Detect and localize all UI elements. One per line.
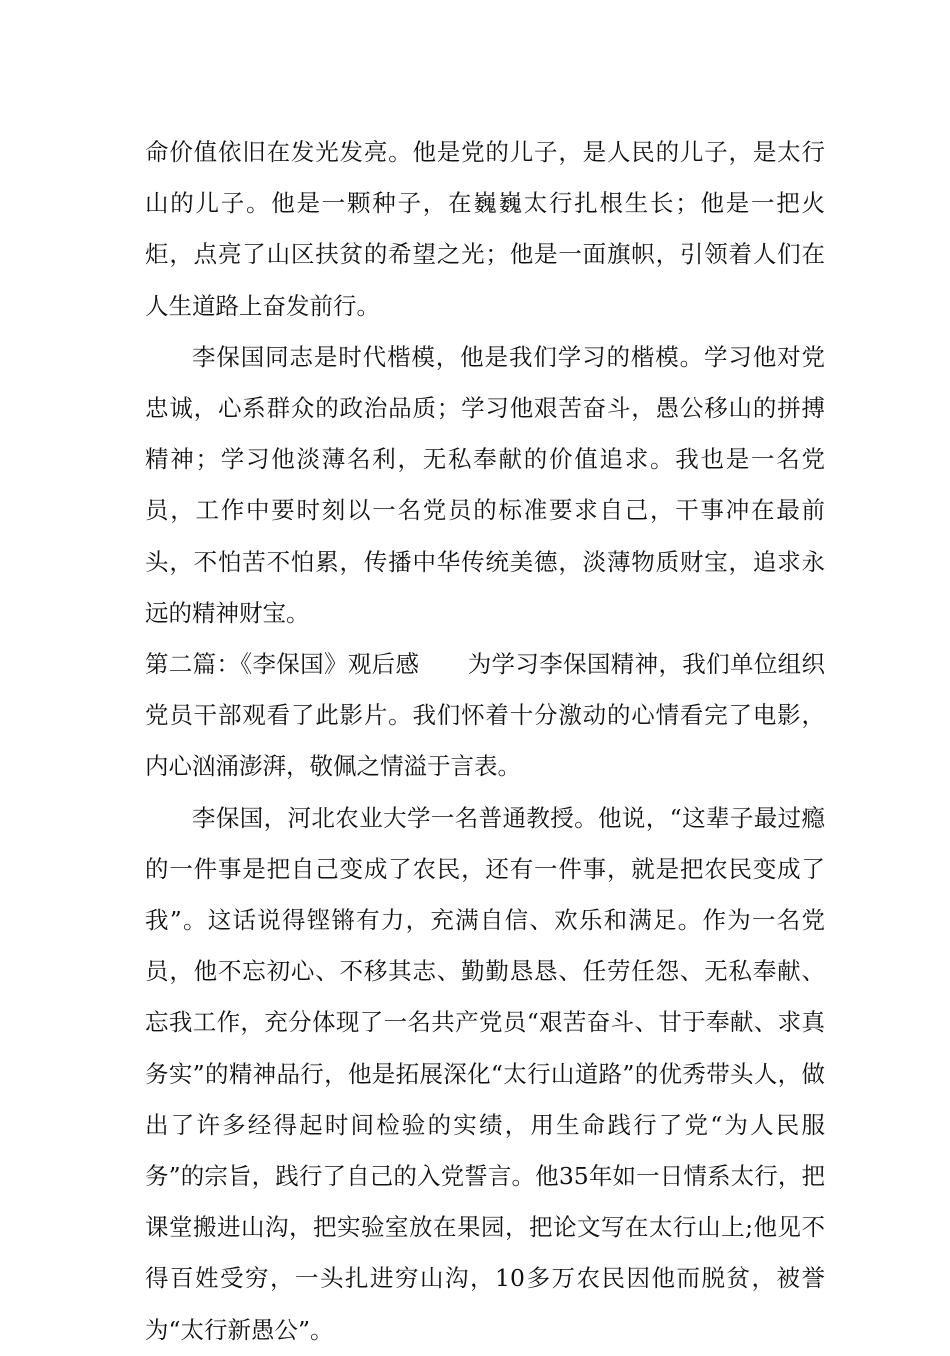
- article-intro-text: 为学习李保国精神，我们单位组织党员干部观看了此影片。我们怀着十分激动的心情看完了电影，内心汹涌澎湃，敬佩之情溢于言表。: [145, 650, 826, 781]
- document-body: [145, 127, 825, 1356]
- article-heading: 第二篇：《李保国》观后感: [145, 650, 420, 679]
- paragraph-second-article: [145, 639, 825, 793]
- paragraph-continuation: 命价值依旧在发光发亮。他是党的儿子，是人民的儿子，是太行山的儿子。他是一颗种子，在巍巍太行扎根生长；他是一把火炬，点亮了山区扶贫的希望之光；他是一面旗帜，引领着人们在人生道路上奋发前行。: [145, 138, 825, 320]
- paragraph-li-baoguo-model: 李保国同志是时代楷模，他是我们学习的楷模。学习他对党忠诚，心系群众的政治品质；学习他艰苦奋斗，愚公移山的拼搏精神；学习他淡薄名利，无私奉献的价值追求。我也是一名党员，工作中要时刻以一名党员的标准要求自己，干事冲在最前头，不怕苦不怕累，传播中华传统美德，淡薄物质财宝，追求永远的精神财宝。: [145, 342, 825, 627]
- paragraph-li-baoguo-professor: 李保国，河北农业大学一名普通教授。他说，“这辈子最过瘾的一件事是把自己变成了农民，还有一件事，就是把农民变成了我”。这话说得铿锵有力，充满自信、欢乐和满足。作为一名党员，他不忘初心、不移其志、勤勤恳恳、任劳任怨、无私奉献、忘我工作，充分体现了一名共产党员“艰苦奋斗、甘于奉献、求真务实”的精神品行，他是拓展深化“太行山道路”的优秀带头人，做出了许多经得起时间检验的实绩，用生命践行了党“为人民服务”的宗旨，践行了自己的入党誓言。他35年如一日情系太行，把课堂搬进山沟，把实验室放在果园，把论文写在太行山上;他见不得百姓受穷，一头扎进穷山沟，10多万农民因他而脱贫，被誉为“太行新愚公”。: [145, 803, 825, 1344]
